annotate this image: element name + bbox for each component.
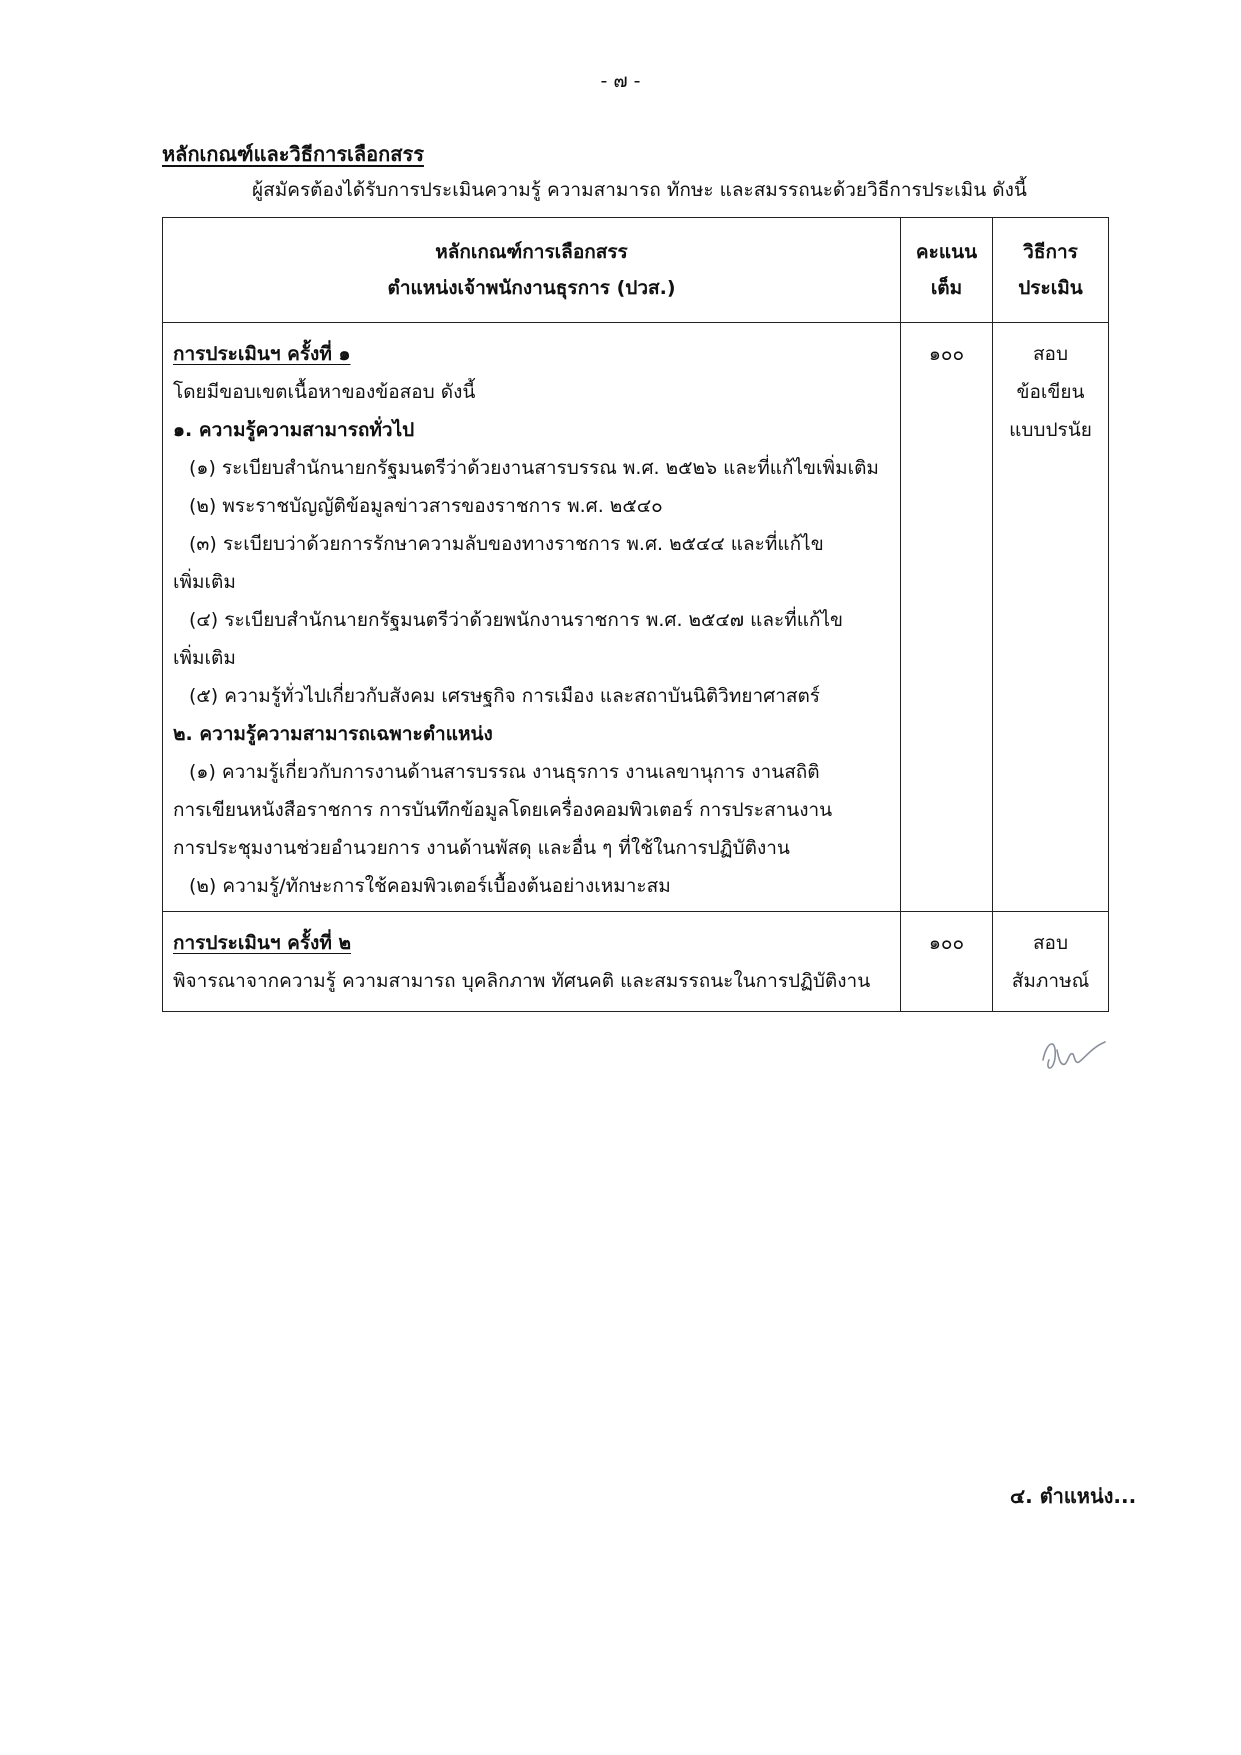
- section-heading: หลักเกณฑ์และวิธีการเลือกสรร: [162, 142, 424, 166]
- section1-item-continuation: เพิ่มเติม: [173, 571, 236, 593]
- round1-method: [993, 323, 1109, 912]
- round2-title: การประเมินฯ ครั้งที่ ๒: [173, 932, 351, 954]
- section1-item: (๕) ความรู้ทั่วไปเกี่ยวกับสังคม เศรษฐกิจ การเมือง และสถาบันนิติวิทยาศาสตร์: [189, 685, 821, 707]
- header-score-line1: คะแนน: [915, 241, 978, 263]
- round2-description: พิจารณาจากความรู้ ความสามารถ บุคลิกภาพ ทัศนคติ และสมรรถนะในการปฏิบัติงาน: [173, 970, 871, 992]
- section2-item-continuation: การประชุมงานช่วยอำนวยการ งานด้านพัสดุ และอื่น ๆ ที่ใช้ในการปฏิบัติงาน: [173, 837, 790, 859]
- header-method-line1: วิธีการ: [1023, 241, 1078, 263]
- round1-criteria-cell: [163, 323, 901, 912]
- round2-score-value: ๑๐๐: [928, 932, 965, 954]
- header-criteria-line1: หลักเกณฑ์การเลือกสรร: [435, 241, 628, 263]
- table-header-row: [163, 218, 1109, 323]
- round2-criteria-cell: [163, 912, 901, 1012]
- section1-item-continuation: เพิ่มเติม: [173, 647, 236, 669]
- round1-method-line1: สอบ: [1032, 343, 1069, 365]
- section2-item: (๑) ความรู้เกี่ยวกับการงานด้านสารบรรณ งานธุรการ งานเลขานุการ งานสถิติ: [189, 761, 820, 783]
- round1-scope: โดยมีขอบเขตเนื้อหาของข้อสอบ ดังนี้: [173, 381, 476, 403]
- section1-item: (๒) พระราชบัญญัติข้อมูลข่าวสารของราชการ พ.ศ. ๒๕๔๐: [189, 495, 663, 517]
- round1-method-line2: ข้อเขียน: [1016, 381, 1085, 403]
- table-row-round2: [163, 912, 1109, 1012]
- page-number: - ๗ -: [600, 70, 641, 92]
- header-method: [993, 218, 1109, 323]
- section1-item: (๓) ระเบียบว่าด้วยการรักษาความลับของทางราชการ พ.ศ. ๒๕๔๔ และที่แก้ไข: [189, 533, 824, 555]
- round1-title: การประเมินฯ ครั้งที่ ๑: [173, 343, 351, 365]
- round2-score: [901, 912, 993, 1012]
- round1-score: [901, 323, 993, 912]
- round2-method-line1: สอบ: [1032, 932, 1069, 954]
- handwritten-signature: [1035, 1030, 1115, 1080]
- round2-method-line2: สัมภาษณ์: [1011, 970, 1090, 992]
- header-criteria-line2: ตำแหน่งเจ้าพนักงานธุรการ (ปวส.): [387, 277, 676, 299]
- round2-method: [993, 912, 1109, 1012]
- section1-title: ๑. ความรู้ความสามารถทั่วไป: [173, 419, 415, 441]
- footer-continuation: ๔. ตำแหน่ง...: [1010, 1484, 1137, 1508]
- intro-paragraph: ผู้สมัครต้องได้รับการประเมินความรู้ ความสามารถ ทักษะ และสมรรถนะด้วยวิธีการประเมิน ดังนี้: [252, 179, 1027, 201]
- section1-item: (๑) ระเบียบสำนักนายกรัฐมนตรีว่าด้วยงานสารบรรณ พ.ศ. ๒๕๒๖ และที่แก้ไขเพิ่มเติม: [189, 457, 879, 479]
- header-criteria: [163, 218, 901, 323]
- criteria-table: [162, 217, 1109, 1012]
- table-row-round1: [163, 323, 1109, 912]
- header-score: [901, 218, 993, 323]
- section1-item: (๔) ระเบียบสำนักนายกรัฐมนตรีว่าด้วยพนักงานราชการ พ.ศ. ๒๕๔๗ และที่แก้ไข: [189, 609, 844, 631]
- section2-item-continuation: การเขียนหนังสือราชการ การบันทึกข้อมูลโดยเครื่องคอมพิวเตอร์ การประสานงาน: [173, 799, 833, 821]
- header-method-line2: ประเมิน: [1018, 277, 1083, 299]
- header-score-line2: เต็ม: [930, 277, 963, 299]
- round1-method-line3: แบบปรนัย: [1009, 419, 1092, 441]
- round1-score-value: ๑๐๐: [928, 343, 965, 365]
- section2-title: ๒. ความรู้ความสามารถเฉพาะตำแหน่ง: [173, 723, 493, 745]
- section2-item: (๒) ความรู้/ทักษะการใช้คอมพิวเตอร์เบื้องต้นอย่างเหมาะสม: [189, 875, 671, 897]
